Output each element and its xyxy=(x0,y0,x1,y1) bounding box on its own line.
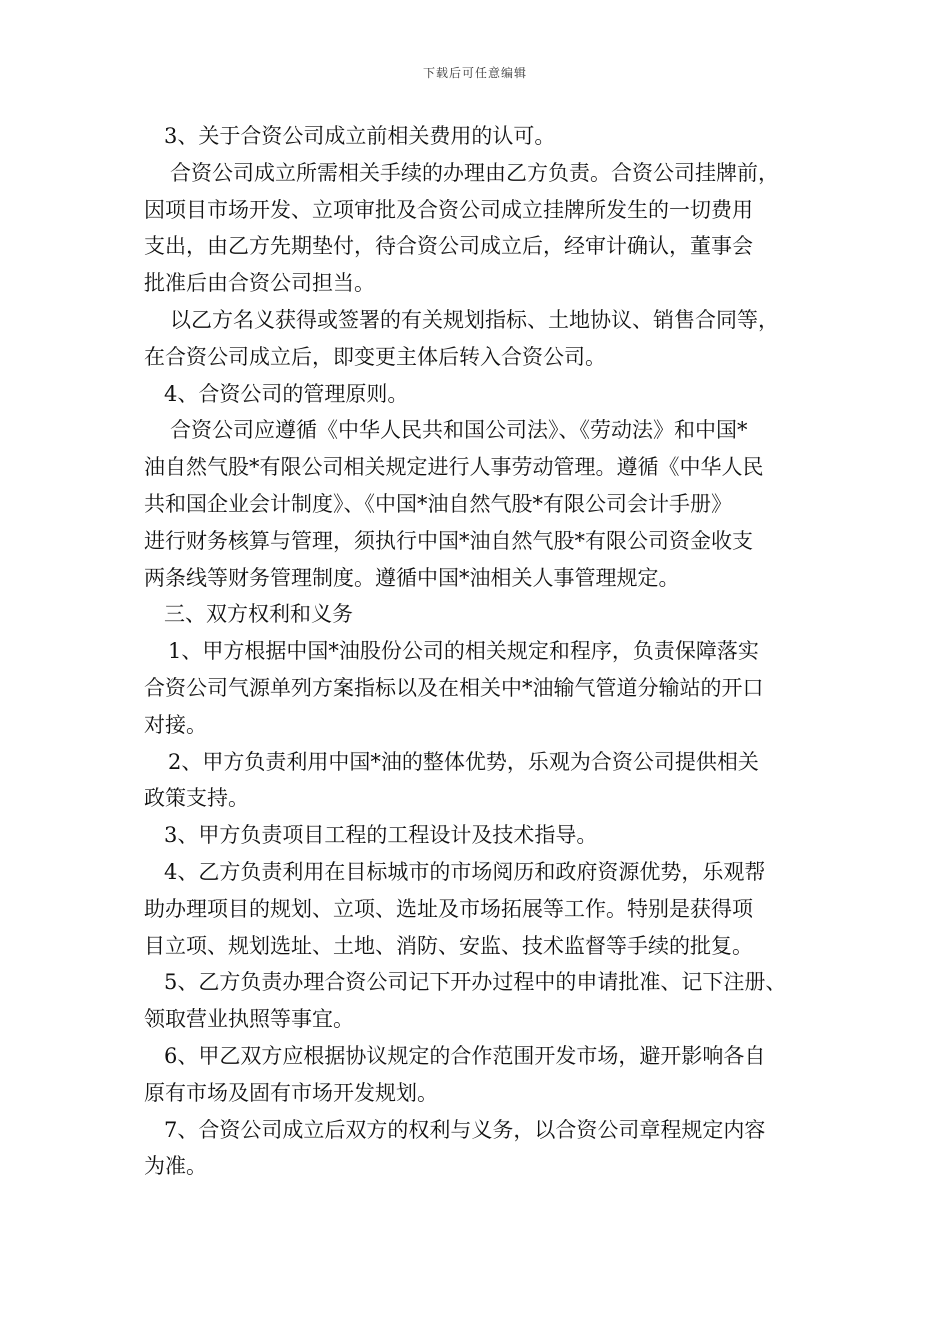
text-line: 7、合资公司成立后双方的权利与义务，以合资公司章程规定内容 xyxy=(164,1117,766,1142)
text-line: 对接。 xyxy=(144,712,207,737)
text-line: 2、甲方负责利用中国*油的整体优势，乐观为合资公司提供相关 xyxy=(168,749,759,774)
text-line: 合资公司气源单列方案指标以及在相关中*油输气管道分输站的开口 xyxy=(144,675,764,700)
text-line: 进行财务核算与管理，须执行中国*油自然气股*有限公司资金收支 xyxy=(144,528,753,553)
text-line: 两条线等财务管理制度。遵循中国*油相关人事管理规定。 xyxy=(144,565,680,590)
text-line: 因项目市场开发、立项审批及合资公司成立挂牌所发生的一切费用 xyxy=(144,197,753,222)
text-line: 为准。 xyxy=(144,1154,207,1179)
page-header-caption: 下载后可任意编辑 xyxy=(422,66,527,80)
text-line: 合资公司应遵循《中华人民共和国公司法》、《劳动法》和中国* xyxy=(170,418,748,443)
text-line: 6、甲乙双方应根据协议规定的合作范围开发市场，避开影响各自 xyxy=(164,1043,766,1068)
text-line: 批准后由合资公司担当。 xyxy=(144,271,375,296)
text-line: 目立项、规划选址、土地、消防、安监、技术监督等手续的批复。 xyxy=(144,933,753,958)
text-line: 三、双方权利和义务 xyxy=(164,602,353,627)
text-line: 以乙方名义获得或签署的有关规划指标、土地协议、销售合同等， xyxy=(170,307,779,332)
text-line: 4、合资公司的管理原则。 xyxy=(164,381,409,406)
text-line: 3、甲方负责项目工程的工程设计及技术指导。 xyxy=(164,823,598,848)
text-line: 在合资公司成立后，即变更主体后转入合资公司。 xyxy=(144,344,606,369)
text-line: 政策支持。 xyxy=(144,786,249,811)
text-line: 合资公司成立所需相关手续的办理由乙方负责。合资公司挂牌前， xyxy=(170,160,779,185)
text-line: 油自然气股*有限公司相关规定进行人事劳动管理。遵循《中华人民 xyxy=(144,455,764,480)
document-body xyxy=(144,118,810,1185)
text-line: 原有市场及固有市场开发规划。 xyxy=(144,1080,438,1105)
text-line: 3、关于合资公司成立前相关费用的认可。 xyxy=(164,124,556,148)
text-line: 5、乙方负责办理合资公司记下开办过程中的申请批准、记下注册、 xyxy=(164,970,787,995)
text-line: 助办理项目的规划、立项、选址及市场拓展等工作。特别是获得项 xyxy=(144,896,753,921)
text-line: 共和国企业会计制度》、《中国*油自然气股*有限公司会计手册》 xyxy=(144,491,732,516)
text-line: 领取营业执照等事宜。 xyxy=(144,1007,354,1032)
text-line: 1、甲方根据中国*油股份公司的相关规定和程序，负责保障落实 xyxy=(168,639,759,664)
text-line: 4、乙方负责利用在目标城市的市场阅历和政府资源优势，乐观帮 xyxy=(164,859,766,884)
text-line: 支出，由乙方先期垫付，待合资公司成立后，经审计确认，董事会 xyxy=(144,234,753,259)
